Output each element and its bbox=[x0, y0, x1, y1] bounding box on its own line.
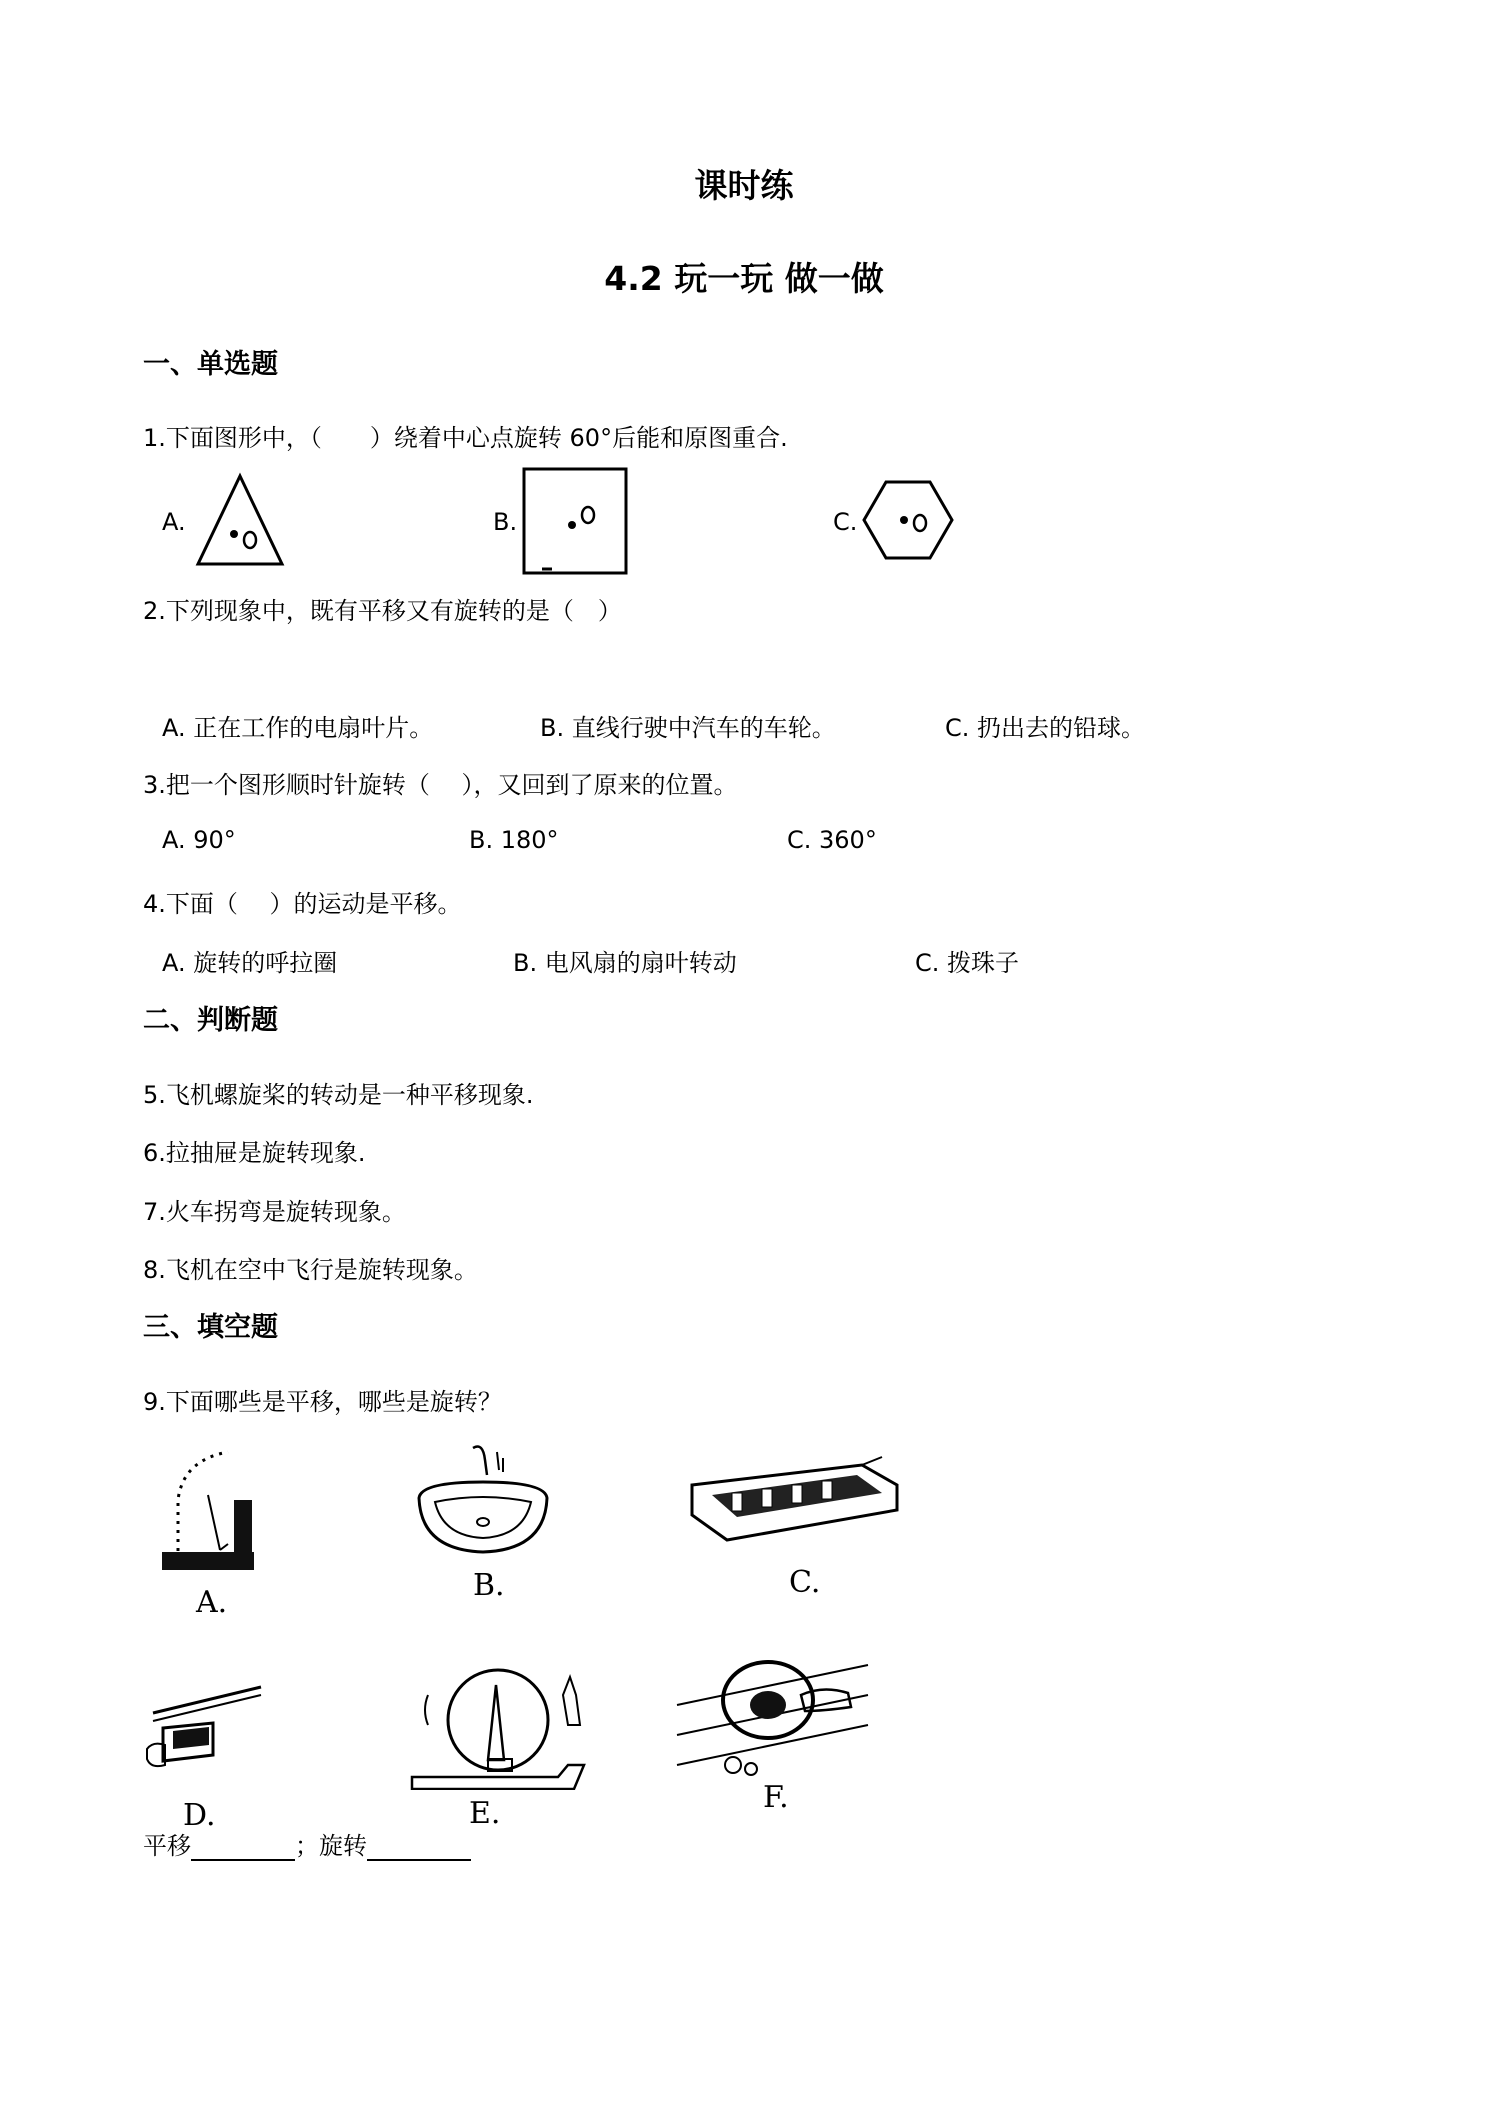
square-icon bbox=[520, 465, 630, 577]
q2-option-b[interactable]: B. 直线行驶中汽车的车轮。 bbox=[540, 714, 836, 742]
globe-icon bbox=[408, 1665, 588, 1790]
q3-option-a[interactable]: A. 90° bbox=[162, 826, 236, 854]
q9-translation-label: 平移 bbox=[143, 1832, 191, 1860]
q9-caption-b: B. bbox=[473, 1568, 505, 1603]
triangle-icon bbox=[192, 470, 288, 570]
q2-option-a[interactable]: A. 正在工作的电扇叶片。 bbox=[162, 714, 434, 742]
question-1: 1.下面图形中，（ ）绕着中心点旋转 60°后能和原图重合. bbox=[143, 424, 788, 452]
question-3: 3.把一个图形顺时针旋转（ ），又回到了原来的位置。 bbox=[143, 771, 738, 799]
section-heading-single-choice: 一、单选题 bbox=[143, 349, 278, 380]
hexagon-icon bbox=[860, 478, 956, 562]
q9-translation-blank[interactable] bbox=[191, 1837, 295, 1861]
question-2: 2.下列现象中，既有平移又有旋转的是（ ） bbox=[143, 597, 622, 625]
q4-option-b[interactable]: B. 电风扇的扇叶转动 bbox=[513, 949, 737, 977]
abacus-icon bbox=[682, 1455, 902, 1555]
drawer-icon bbox=[143, 1683, 263, 1783]
q3-option-b[interactable]: B. 180° bbox=[469, 826, 559, 854]
section-heading-fill-blank: 三、填空题 bbox=[143, 1312, 278, 1343]
q9-answer-line bbox=[143, 1826, 471, 1861]
q9-caption-f: F. bbox=[763, 1780, 789, 1815]
q3-option-c[interactable]: C. 360° bbox=[787, 826, 877, 854]
page-subtitle: 4.2 玩一玩 做一做 bbox=[604, 259, 884, 298]
q1-option-b-label[interactable]: B. bbox=[493, 508, 518, 536]
q9-caption-e: E. bbox=[469, 1796, 501, 1831]
q1-option-c-label[interactable]: C. bbox=[833, 508, 858, 536]
q9-caption-c: C. bbox=[789, 1565, 821, 1600]
page-title: 课时练 bbox=[694, 166, 794, 205]
swing-icon bbox=[158, 1440, 258, 1570]
q4-option-a[interactable]: A. 旋转的呼拉圈 bbox=[162, 949, 338, 977]
q4-option-c[interactable]: C. 拨珠子 bbox=[915, 949, 1020, 977]
question-6: 6.拉抽屉是旋转现象. bbox=[143, 1139, 366, 1167]
q9-rotation-label: ；旋转 bbox=[295, 1832, 367, 1860]
q9-caption-d: D. bbox=[183, 1798, 216, 1833]
question-4: 4.下面（ ）的运动是平移。 bbox=[143, 890, 462, 918]
washbasin-icon bbox=[413, 1440, 553, 1560]
question-7: 7.火车拐弯是旋转现象。 bbox=[143, 1198, 406, 1226]
q9-caption-a: A. bbox=[196, 1585, 228, 1620]
question-9: 9.下面哪些是平移，哪些是旋转？ bbox=[143, 1388, 502, 1416]
steering-wheel-icon bbox=[673, 1655, 873, 1785]
q9-rotation-blank[interactable] bbox=[367, 1837, 471, 1861]
question-5: 5.飞机螺旋桨的转动是一种平移现象. bbox=[143, 1081, 534, 1109]
q1-option-a-label[interactable]: A. bbox=[162, 508, 186, 536]
question-8: 8.飞机在空中飞行是旋转现象。 bbox=[143, 1256, 478, 1284]
section-heading-true-false: 二、判断题 bbox=[143, 1005, 278, 1036]
q2-option-c[interactable]: C. 扔出去的铅球。 bbox=[945, 714, 1146, 742]
